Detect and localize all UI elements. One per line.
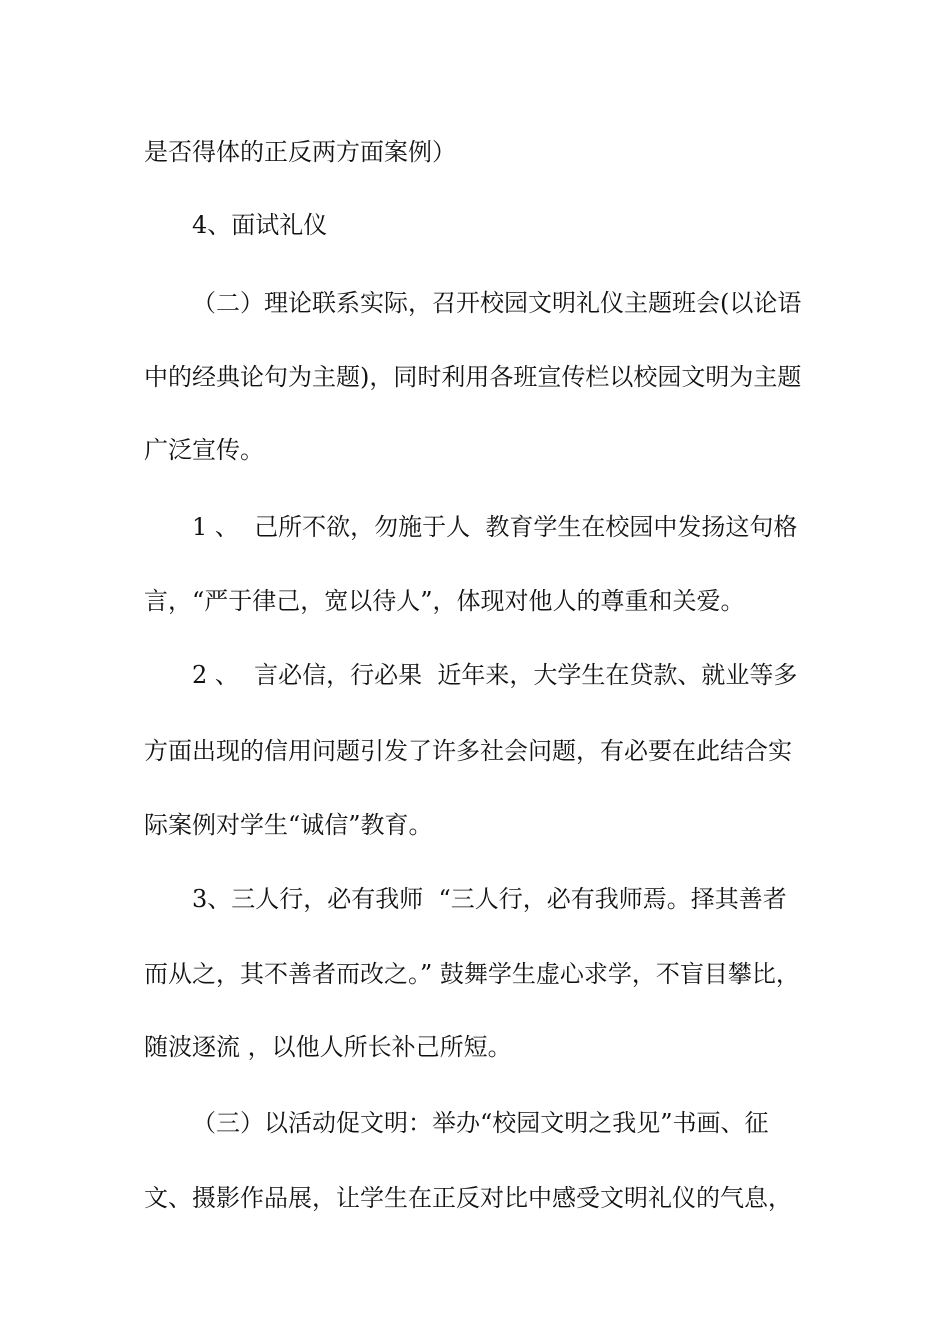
text-line: 而从之，其不善者而改之。” 鼓舞学生虚心求学，不盲目攀比， bbox=[144, 960, 800, 988]
text-line: 随波逐流 ，以他人所长补己所短。 bbox=[144, 1033, 512, 1061]
section-heading: （三）以活动促文明：举办“校园文明之我见”书画、征 bbox=[192, 1109, 769, 1137]
text-line: 方面出现的信用问题引发了许多社会问题，有必要在此结合实 bbox=[144, 737, 792, 765]
text-line: 文、摄影作品展，让学生在正反对比中感受文明礼仪的气息， bbox=[144, 1184, 792, 1212]
section-heading: 4、面试礼仪 bbox=[192, 211, 328, 239]
text-line: 言，“严于律己，宽以待人”，体现对他人的尊重和关爱。 bbox=[144, 587, 745, 615]
text-line: 1 、 己所不欲，勿施于人 教育学生在校园中发扬这句格 bbox=[192, 513, 798, 541]
text-line: 3、三人行，必有我师 “三人行，必有我师焉。择其善者 bbox=[192, 885, 787, 913]
text-line: 是否得体的正反两方面案例） bbox=[144, 138, 456, 166]
text-line: 中的经典论句为主题)，同时利用各班宣传栏以校园文明为主题 bbox=[144, 363, 802, 391]
section-heading: （二）理论联系实际，召开校园文明礼仪主题班会(以论语 bbox=[192, 289, 802, 317]
text-line: 2 、 言必信，行必果 近年来，大学生在贷款、就业等多 bbox=[192, 661, 798, 689]
text-line: 际案例对学生“诚信”教育。 bbox=[144, 811, 433, 839]
text-line: 广泛宣传。 bbox=[144, 436, 264, 464]
